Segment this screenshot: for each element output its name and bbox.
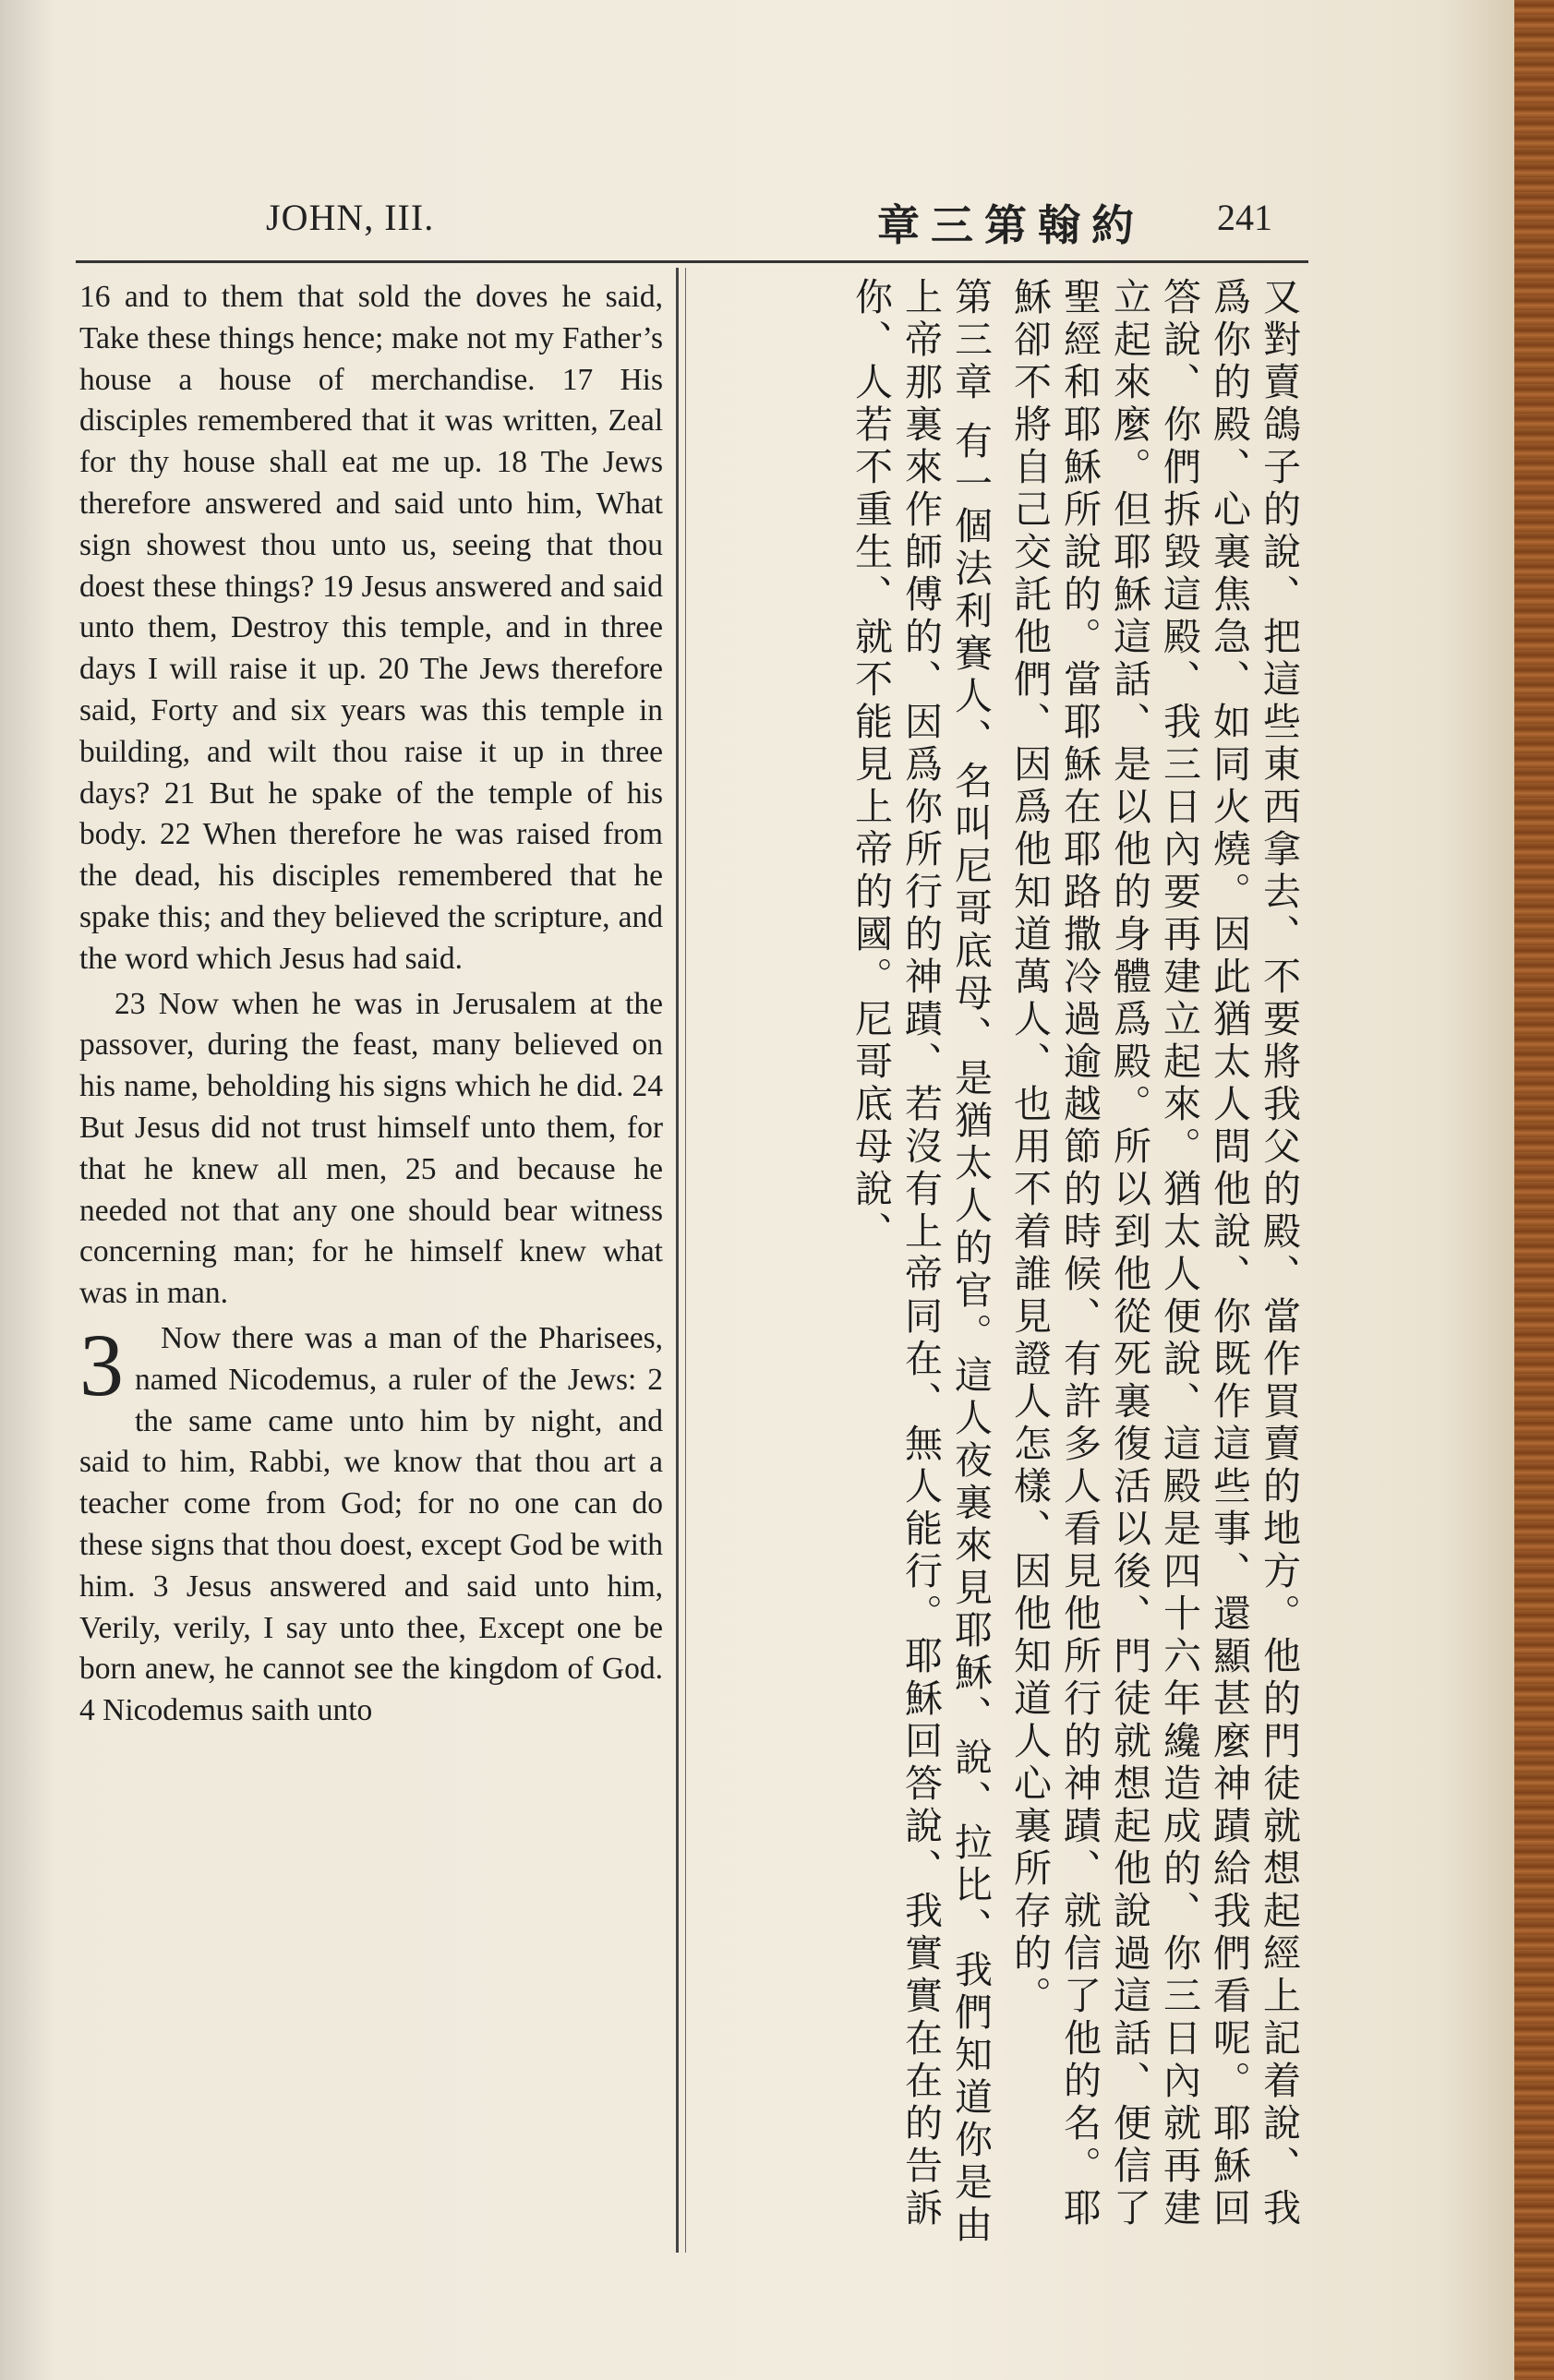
running-title: JOHN, III. bbox=[266, 197, 435, 238]
english-text-column bbox=[79, 277, 663, 1732]
chinese-text-column bbox=[694, 277, 1304, 2253]
header-rule bbox=[76, 260, 1308, 263]
page-number: 241 bbox=[1217, 197, 1272, 238]
chinese-running-title: 章三第翰約 bbox=[877, 200, 1145, 250]
page-edge-gilt bbox=[1514, 0, 1554, 2380]
chapter-numeral: 3 bbox=[79, 1315, 124, 1414]
column-divider bbox=[676, 268, 679, 2253]
chapter-three-paragraph bbox=[79, 1315, 663, 1732]
spine-shadow bbox=[0, 0, 55, 2380]
column-divider-thin bbox=[685, 268, 686, 2253]
chinese-chapter-three-text: 第三章 有一個法利賽人、名叫尼哥底母、是猶太人的官。這人夜裏來見耶穌、說、拉比、我們知道你是由上帝那裏來作師傅的、因爲你所行的神蹟、若沒有上帝同在、無人能行。耶穌回答說、我實實在在的告訴你、人若不重生、就不能見上帝的國。尼哥底母說、 bbox=[849, 277, 993, 2248]
chinese-chapter-two-text: 又對賣鴿子的說、把這些東西拿去、不要將我父的殿、當作買賣的地方。他的門徒就想起經上記着說、我爲你的殿、心裏焦急、如同火燒。因此猶太人問他說、你既作這些事、還顯甚麼神蹟給我們看呢。耶穌回答說、你們拆毀這殿、我三日內要再建立起來。猶太人便說、這殿是四十六年纔造成的、你三日內就再建立起來麼。但耶穌這話、是以他的身體爲殿。所以到他從死裏復活以後、門徒就想起他說過這話、便信了聖經和耶穌所說的。當耶穌在耶路撒冷過逾越節的時候、有許多人看見他所行的神蹟、就信了他的名。耶穌卻不將自己交託他們、因爲他知道萬人、也用不着誰見證人怎樣、因他知道人心裏所存的。 bbox=[1007, 277, 1301, 2230]
english-paragraph-text: Now there was a man of the Pharisees, named Nicodemus, a ruler of the Jews: 2 the same came unto him by night, and said to him, Rabbi, we know that thou art a teacher come from God; for no one can do these signs that thou doest, except God be with him. 3 Jesus answered and said unto him, Verily, verily, I say unto thee, Except one be born anew, he cannot see the kingdom of God. 4 Nicodemus saith unto bbox=[79, 1320, 663, 1728]
english-paragraph: 23 Now when he was in Jerusalem at the passover, during the feast, many believed on his name, beholding his signs which he did. 24 But Jesus did not trust himself unto them, for that he knew all men, 25 and because he needed not that any one should bear witness concerning man; for he himself knew what was in man. bbox=[79, 986, 663, 1311]
english-paragraph: 16 and to them that sold the doves he said, Take these things hence; make not my Father’s house a house of merchandise. 17 His disciples remembered that it was written, Zeal for thy house shall eat me up. 18 The Jews therefore answered and said unto him, What sign showest thou unto us, seeing that thou doest these things? 19 Jesus answered and said unto them, Destroy this temple, and in three days I will raise it up. 20 The Jews therefore said, Forty and six years was this temple in building, and wilt thou raise it up in three days? 21 But he spake of the temple of his body. 22 When therefore he was raised from the dead, his disciples remembered that he spake this; and they believed the scripture, and the word which Jesus had said. bbox=[79, 280, 663, 976]
